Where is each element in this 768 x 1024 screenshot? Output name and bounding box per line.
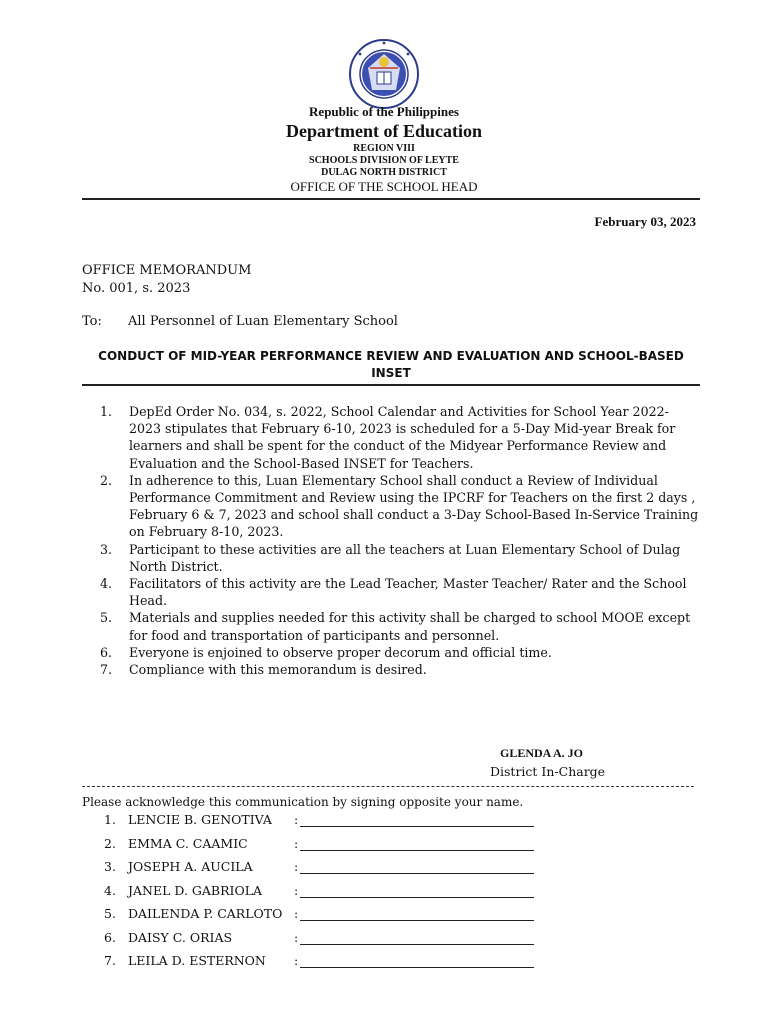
signer-name: LEILA D. ESTERNON — [128, 953, 266, 968]
list-item — [100, 472, 700, 541]
signer-name: JOSEPH A. AUCILA — [128, 859, 253, 874]
signature-line — [300, 826, 534, 827]
division-label: SCHOOLS DIVISION OF LEYTE — [309, 155, 459, 166]
signer-number: 4. — [104, 882, 116, 898]
signer-name: EMMA C. CAAMIC — [128, 835, 248, 851]
list-item — [100, 609, 700, 643]
department-title: Department of Education — [286, 121, 482, 141]
item-number: 6. — [100, 644, 113, 660]
signer-separator: : — [294, 882, 299, 898]
signature-row — [104, 859, 564, 883]
list-item — [100, 541, 700, 575]
memo-body-list — [100, 403, 700, 678]
item-number: 1. — [100, 404, 113, 419]
memo-type: OFFICE MEMORANDUM — [82, 263, 252, 278]
to-recipients: All Personnel of Luan Elementary School — [128, 314, 398, 329]
list-item — [100, 644, 700, 661]
signer-separator: : — [294, 929, 299, 945]
item-number: 7. — [100, 662, 113, 678]
list-item — [100, 661, 700, 678]
signature-list — [104, 812, 564, 977]
item-text: DepEd Order No. 034, s. 2022, School Calendar and Activities for School Year 2022-2023 stipulates that February 6-10, 2023 is scheduled for a 5-Day Mid-year Break for learners and shall be spent for the conduct of the Midyear Performance Review and Evaluation and the School-Based INSET for Teachers. — [129, 404, 676, 471]
signature-row — [104, 812, 564, 836]
list-item — [100, 403, 700, 472]
item-text: In adherence to this, Luan Elementary School shall conduct a Review of Individual Performance Commitment and Review using the IPCRF for Teachers on the first 2 days , February 6 & 7, 2023 and school shall conduct a 3-Day School-Based In-Service Training on February 8-10, 2023. — [129, 472, 699, 540]
signer-separator: : — [294, 906, 299, 921]
signer-separator: : — [294, 859, 299, 874]
signature-line — [300, 897, 534, 898]
signature-line — [300, 920, 534, 921]
signature-row — [104, 930, 564, 954]
item-number: 5. — [100, 610, 113, 626]
item-text: Participant to these activities are all the teachers at Luan Elementary School of Dulag North District. — [129, 541, 681, 574]
header-divider — [82, 198, 700, 200]
signer-name: DAISY C. ORIAS — [128, 929, 233, 945]
republic-label: Republic of the Philippines — [309, 104, 459, 119]
signer-name: DAILENDA P. CARLOTO — [128, 906, 283, 921]
signer-number: 3. — [104, 859, 116, 874]
signature-line — [300, 873, 534, 874]
signer-name: LENCIE B. GENOTIVA — [128, 812, 272, 827]
signer-number: 1. — [104, 812, 116, 827]
signer-number: 6. — [104, 929, 116, 945]
dashed-divider — [82, 786, 694, 787]
signature-line — [300, 944, 534, 945]
signature-row — [104, 906, 564, 930]
item-number: 3. — [100, 541, 113, 557]
to-label: To: — [82, 314, 102, 329]
item-number: 2. — [100, 472, 113, 488]
item-text: Facilitators of this activity are the Lead Teacher, Master Teacher/ Rater and the School Head. — [129, 576, 687, 609]
signer-name: JANEL D. GABRIOLA — [128, 882, 263, 898]
signer-separator: : — [294, 835, 299, 851]
signature-row — [104, 953, 564, 977]
list-item — [100, 575, 700, 609]
region-label: REGION VIII — [353, 143, 415, 154]
signer-separator: : — [294, 812, 299, 827]
memo-subject: CONDUCT OF MID-YEAR PERFORMANCE REVIEW AND EVALUATION AND SCHOOL-BASED INSET — [98, 349, 684, 380]
signature-line — [300, 967, 534, 968]
memo-date: February 03, 2023 — [594, 214, 696, 229]
acknowledge-note: Please acknowledge this communication by signing opposite your name. — [82, 795, 524, 809]
signatory-name: GLENDA A. JO — [500, 746, 584, 760]
signature-row — [104, 836, 564, 860]
district-label: DULAG NORTH DISTRICT — [321, 167, 447, 178]
memo-number: No. 001, s. 2023 — [82, 281, 191, 296]
item-number: 4. — [100, 576, 113, 592]
signer-number: 7. — [104, 953, 116, 968]
signer-separator: : — [294, 953, 299, 968]
signature-row — [104, 883, 564, 907]
subject-divider — [82, 384, 700, 386]
signer-number: 2. — [104, 835, 116, 851]
item-text: Materials and supplies needed for this activity shall be charged to school MOOE except for food and transportation of participants and personnel. — [129, 610, 691, 643]
item-text: Compliance with this memorandum is desired. — [129, 662, 427, 678]
office-label: OFFICE OF THE SCHOOL HEAD — [290, 179, 478, 194]
signer-number: 5. — [104, 906, 116, 921]
signatory-title: District In-Charge — [490, 764, 606, 779]
signature-line — [300, 850, 534, 851]
deped-seal-icon — [348, 38, 420, 110]
item-text: Everyone is enjoined to observe proper decorum and official time. — [129, 644, 552, 660]
